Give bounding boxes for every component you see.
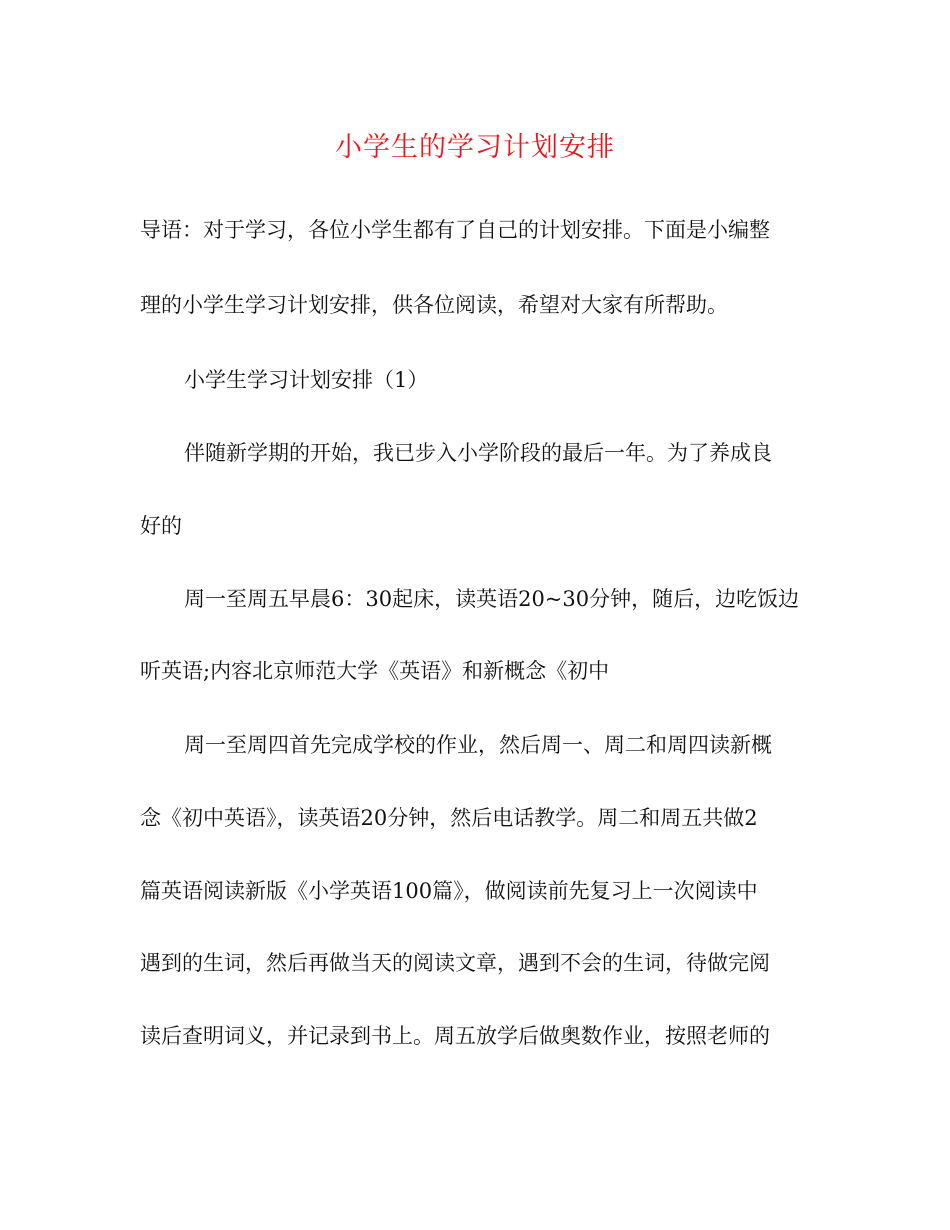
- paragraph-line: 周一至周四首先完成学校的作业，然后周一、周二和周四读新概: [184, 733, 772, 757]
- paragraph-line: 遇到的生词，然后再做当天的阅读文章，遇到不会的生词，待做完阅: [140, 951, 770, 975]
- paragraph-line: 伴随新学期的开始，我已步入小学阶段的最后一年。为了养成良: [184, 441, 772, 465]
- paragraph-line: 篇英语阅读新版《小学英语100篇》，做阅读前先复习上一次阅读中: [140, 879, 758, 903]
- section-heading: 小学生学习计划安排（1）: [184, 368, 429, 392]
- paragraph-line: 理的小学生学习计划安排，供各位阅读，希望对大家有所帮助。: [140, 293, 728, 317]
- paragraph-line: 念《初中英语》，读英语20分钟，然后电话教学。周二和周五共做2: [140, 806, 758, 830]
- paragraph-line: 听英语;内容北京师范大学《英语》和新概念《初中: [140, 659, 610, 683]
- paragraph-line: 读后查明词义，并记录到书上。周五放学后做奥数作业，按照老师的: [140, 1024, 770, 1048]
- document-title: 小学生的学习计划安排: [335, 132, 615, 163]
- paragraph-line: 周一至周五早晨6：30起床，读英语20~30分钟，随后，边吃饭边: [184, 587, 800, 611]
- paragraph-line: 好的: [140, 514, 182, 538]
- paragraph-line: 导语：对于学习，各位小学生都有了自己的计划安排。下面是小编整: [140, 218, 770, 242]
